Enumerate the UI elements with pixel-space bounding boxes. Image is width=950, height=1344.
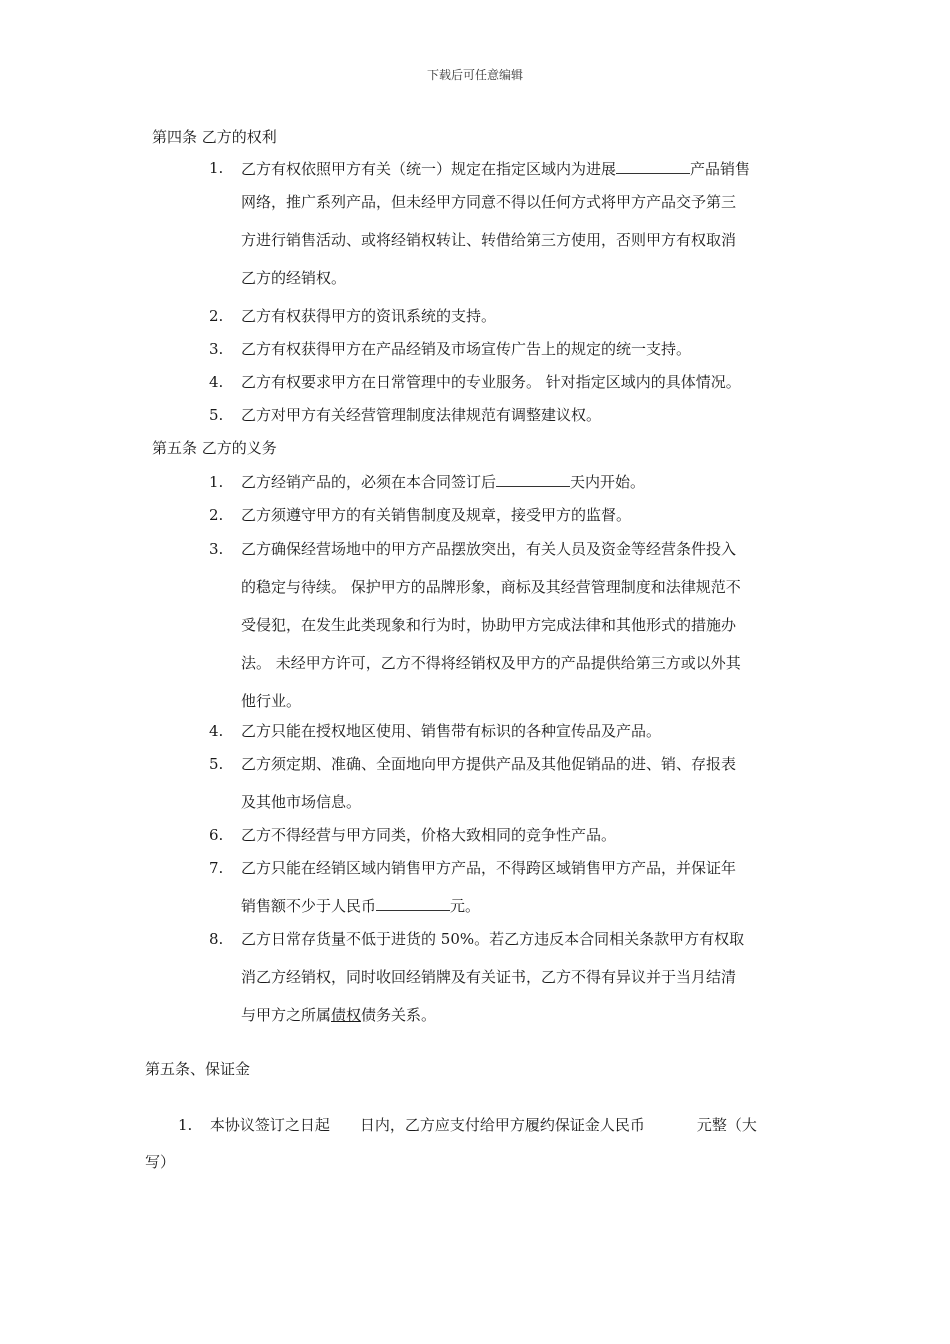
- deposit-clause-continuation: 写）: [145, 1153, 176, 1171]
- item-text: 乙方对甲方有关经营管理制度法律规范有调整建议权。: [241, 406, 602, 424]
- text-line: 的稳定与待续。 保护甲方的品牌形象，商标及其经营管理制度和法律规范不: [241, 578, 741, 596]
- item-number: 3.: [209, 540, 224, 558]
- text-line: 乙方的经销权。: [241, 269, 347, 287]
- item-text: 乙方有权获得甲方在产品经销及市场宣传广告上的规定的统一支持。: [241, 340, 692, 358]
- item-number: 7.: [209, 859, 224, 877]
- text-line: 销售额不少于人民币 元。: [241, 897, 481, 915]
- text-line: 方进行销售活动、或将经销权转让、转借给第三方使用，否则甲方有权取消: [241, 231, 737, 249]
- item-text: 乙方须遵守甲方的有关销售制度及规章，接受甲方的监督。: [241, 506, 632, 524]
- item-number: 1.: [209, 473, 224, 491]
- section-4-title: 第四条 乙方的权利: [152, 128, 277, 146]
- text-line: 法。 未经甲方许可，乙方不得将经销权及甲方的产品提供给第三方或以外其: [241, 654, 741, 672]
- item-text: 乙方有权获得甲方的资讯系统的支持。: [241, 307, 497, 325]
- text-line: 乙方须定期、准确、全面地向甲方提供产品及其他促销品的进、销、存报表: [241, 755, 737, 773]
- item-number: 2.: [209, 506, 224, 524]
- section-5-title: 第五条 乙方的义务: [152, 439, 277, 457]
- item-number: 2.: [209, 307, 224, 325]
- fill-blank: [616, 159, 690, 174]
- text-line: 乙方只能在经销区域内销售甲方产品，不得跨区域销售甲方产品，并保证年: [241, 859, 737, 877]
- text-line: 与甲方之所属债权债务关系。: [241, 1006, 437, 1024]
- item-number: 5.: [209, 406, 224, 424]
- item-number: 1.: [209, 159, 224, 177]
- text-line: 消乙方经销权，同时收回经销牌及有关证书，乙方不得有异议并于当月结清: [241, 968, 737, 986]
- text-line: 乙方日常存货量不低于进货的 50%。若乙方违反本合同相关条款甲方有权取: [241, 930, 745, 948]
- item-number: 8.: [209, 930, 224, 948]
- deposit-clause-line: 1. 本协议签订之日起 日内，乙方应支付给甲方履约保证金人民币 元整（大: [178, 1116, 757, 1134]
- underlined-term: 债权: [331, 1006, 362, 1024]
- item-number: 1.: [178, 1116, 193, 1134]
- fill-blank: [376, 896, 450, 911]
- item-number: 4.: [209, 722, 224, 740]
- deposit-section-title: 第五条、保证金: [145, 1060, 251, 1078]
- text-line: 他行业。: [241, 692, 302, 710]
- item-text: 乙方有权要求甲方在日常管理中的专业服务。 针对指定区域内的具体情况。: [241, 373, 741, 391]
- item-text: 乙方只能在授权地区使用、销售带有标识的各种宣传品及产品。: [241, 722, 662, 740]
- page-header: 下载后可任意编辑: [426, 68, 523, 82]
- item-number: 6.: [209, 826, 224, 844]
- item-number: 3.: [209, 340, 224, 358]
- item-number: 4.: [209, 373, 224, 391]
- text-line: 乙方有权依照甲方有关（统一）规定在指定区域内为进展 产品销售: [241, 160, 751, 178]
- fill-blank: [496, 472, 570, 487]
- text-line: 乙方确保经营场地中的甲方产品摆放突出，有关人员及资金等经营条件投入: [241, 540, 737, 558]
- text-line: 及其他市场信息。: [241, 793, 362, 811]
- text-line: 受侵犯，在发生此类现象和行为时，协助甲方完成法律和其他形式的措施办: [241, 616, 737, 634]
- text-line: 网络，推广系列产品，但未经甲方同意不得以任何方式将甲方产品交予第三: [241, 193, 737, 211]
- item-text: 乙方不得经营与甲方同类，价格大致相同的竞争性产品。: [241, 826, 617, 844]
- item-number: 5.: [209, 755, 224, 773]
